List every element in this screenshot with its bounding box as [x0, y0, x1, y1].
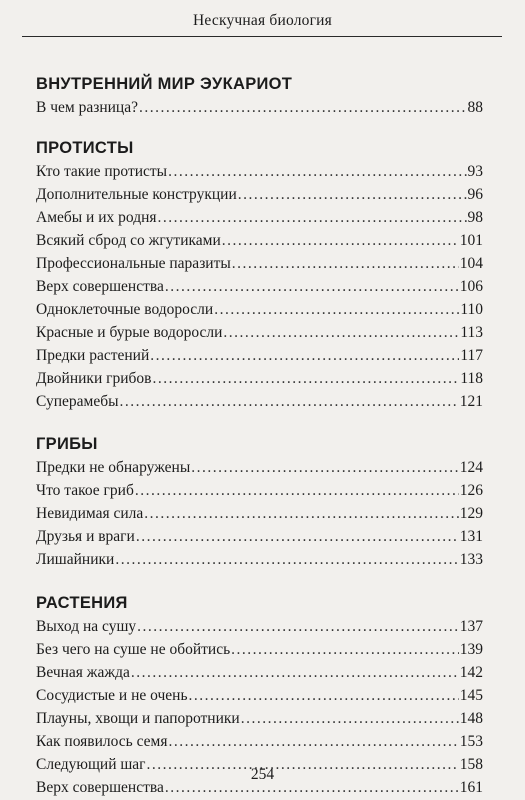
section-title: ВНУТРЕННИЙ МИР ЭУКАРИОТ — [36, 75, 293, 93]
dot-leader — [169, 730, 459, 753]
entry-page-number: 131 — [459, 528, 483, 545]
dot-leader — [137, 615, 459, 638]
entry-page-number: 98 — [467, 209, 483, 226]
entry-title: Всякий сброд со жгутиками — [36, 232, 221, 249]
toc-entry[interactable] — [36, 367, 483, 390]
entry-title: Следующий шаг — [36, 756, 146, 773]
page-number-footer: 254 — [250, 766, 275, 783]
toc-entry[interactable] — [36, 344, 483, 367]
entry-title: Амебы и их родня — [36, 209, 157, 226]
toc-entry[interactable] — [36, 229, 483, 252]
toc-entry[interactable] — [36, 548, 483, 571]
dot-leader — [165, 275, 459, 298]
toc-entry[interactable] — [36, 615, 483, 638]
entry-title: Одноклеточные водоросли — [36, 301, 214, 318]
entry-title: Кто такие протисты — [36, 163, 168, 180]
dot-leader — [136, 525, 459, 548]
toc-entry[interactable] — [36, 707, 483, 730]
entry-page-number: 153 — [459, 733, 483, 750]
entry-title: В чем разница? — [36, 99, 138, 116]
entry-title: Вечная жажда — [36, 664, 130, 681]
entry-page-number: 121 — [459, 393, 483, 410]
toc-entry[interactable] — [36, 206, 483, 229]
dot-leader — [191, 456, 458, 479]
entry-title: Что такое гриб — [36, 482, 134, 499]
entry-page-number: 158 — [459, 756, 483, 773]
entry-page-number: 161 — [459, 779, 483, 796]
toc-section-fungi — [36, 432, 483, 571]
toc-entry[interactable] — [36, 275, 483, 298]
entry-page-number: 101 — [459, 232, 483, 249]
toc-section-protists — [36, 136, 483, 413]
dot-leader — [158, 206, 467, 229]
toc-entry[interactable] — [36, 298, 483, 321]
dot-leader — [238, 183, 467, 206]
toc-entry[interactable] — [36, 96, 483, 119]
entry-page-number: 118 — [460, 370, 483, 387]
entry-title: Предки растений — [36, 347, 150, 364]
entry-page-number: 110 — [460, 301, 483, 318]
entry-title: Предки не обнаружены — [36, 459, 191, 476]
section-title: РАСТЕНИЯ — [36, 594, 128, 612]
toc-entry[interactable] — [36, 252, 483, 275]
table-of-contents — [36, 72, 483, 799]
entry-title: Невидимая сила — [36, 505, 144, 522]
header-rule — [22, 36, 502, 37]
entry-title: Дополнительные конструкции — [36, 186, 237, 203]
dot-leader — [150, 344, 459, 367]
running-head: Нескучная биология — [193, 12, 332, 29]
entry-page-number: 113 — [460, 324, 483, 341]
toc-entry[interactable] — [36, 321, 483, 344]
dot-leader — [232, 252, 459, 275]
entry-title: Без чего на суше не обойтись — [36, 641, 231, 658]
dot-leader — [139, 96, 467, 119]
entry-page-number: 117 — [460, 347, 483, 364]
entry-page-number: 129 — [459, 505, 483, 522]
dot-leader — [231, 638, 459, 661]
section-title: ПРОТИСТЫ — [36, 139, 134, 157]
entry-page-number: 139 — [459, 641, 483, 658]
entry-title: Лишайники — [36, 551, 115, 568]
entry-title: Верх совершенства — [36, 779, 164, 796]
entry-title: Профессиональные паразиты — [36, 255, 231, 272]
entry-title: Плауны, хвощи и папоротники — [36, 710, 240, 727]
toc-entry[interactable] — [36, 525, 483, 548]
entry-page-number: 137 — [459, 618, 483, 635]
entry-title: Двойники грибов — [36, 370, 152, 387]
dot-leader — [120, 390, 459, 413]
dot-leader — [223, 321, 459, 344]
entry-page-number: 124 — [459, 459, 483, 476]
entry-page-number: 96 — [467, 186, 483, 203]
toc-entry[interactable] — [36, 390, 483, 413]
toc-section-eukaryotes — [36, 72, 483, 119]
entry-page-number: 142 — [459, 664, 483, 681]
dot-leader — [144, 502, 459, 525]
dot-leader — [135, 479, 459, 502]
toc-entry[interactable] — [36, 661, 483, 684]
dot-leader — [131, 661, 459, 684]
entry-page-number: 104 — [459, 255, 483, 272]
dot-leader — [189, 684, 459, 707]
toc-entry[interactable] — [36, 638, 483, 661]
entry-title: Суперамебы — [36, 393, 119, 410]
entry-title: Верх совершенства — [36, 278, 164, 295]
section-title: ГРИБЫ — [36, 435, 98, 453]
entry-page-number: 126 — [459, 482, 483, 499]
entry-title: Как появилось семя — [36, 733, 168, 750]
toc-entry[interactable] — [36, 502, 483, 525]
entry-page-number: 106 — [459, 278, 483, 295]
toc-entry[interactable] — [36, 160, 483, 183]
dot-leader — [168, 160, 466, 183]
toc-entry[interactable] — [36, 456, 483, 479]
dot-leader — [214, 298, 459, 321]
entry-page-number: 88 — [467, 99, 483, 116]
entry-title: Друзья и враги — [36, 528, 135, 545]
dot-leader — [222, 229, 459, 252]
entry-title: Сосудистые и не очень — [36, 687, 188, 704]
toc-entry[interactable] — [36, 730, 483, 753]
entry-title: Выход на сушу — [36, 618, 137, 635]
toc-entry[interactable] — [36, 684, 483, 707]
entry-page-number: 93 — [467, 163, 483, 180]
entry-page-number: 133 — [459, 551, 483, 568]
toc-entry[interactable] — [36, 479, 483, 502]
dot-leader — [115, 548, 458, 571]
entry-page-number: 145 — [459, 687, 483, 704]
entry-title: Красные и бурые водоросли — [36, 324, 223, 341]
dot-leader — [152, 367, 459, 390]
dot-leader — [241, 707, 459, 730]
entry-page-number: 148 — [459, 710, 483, 727]
toc-entry[interactable] — [36, 183, 483, 206]
